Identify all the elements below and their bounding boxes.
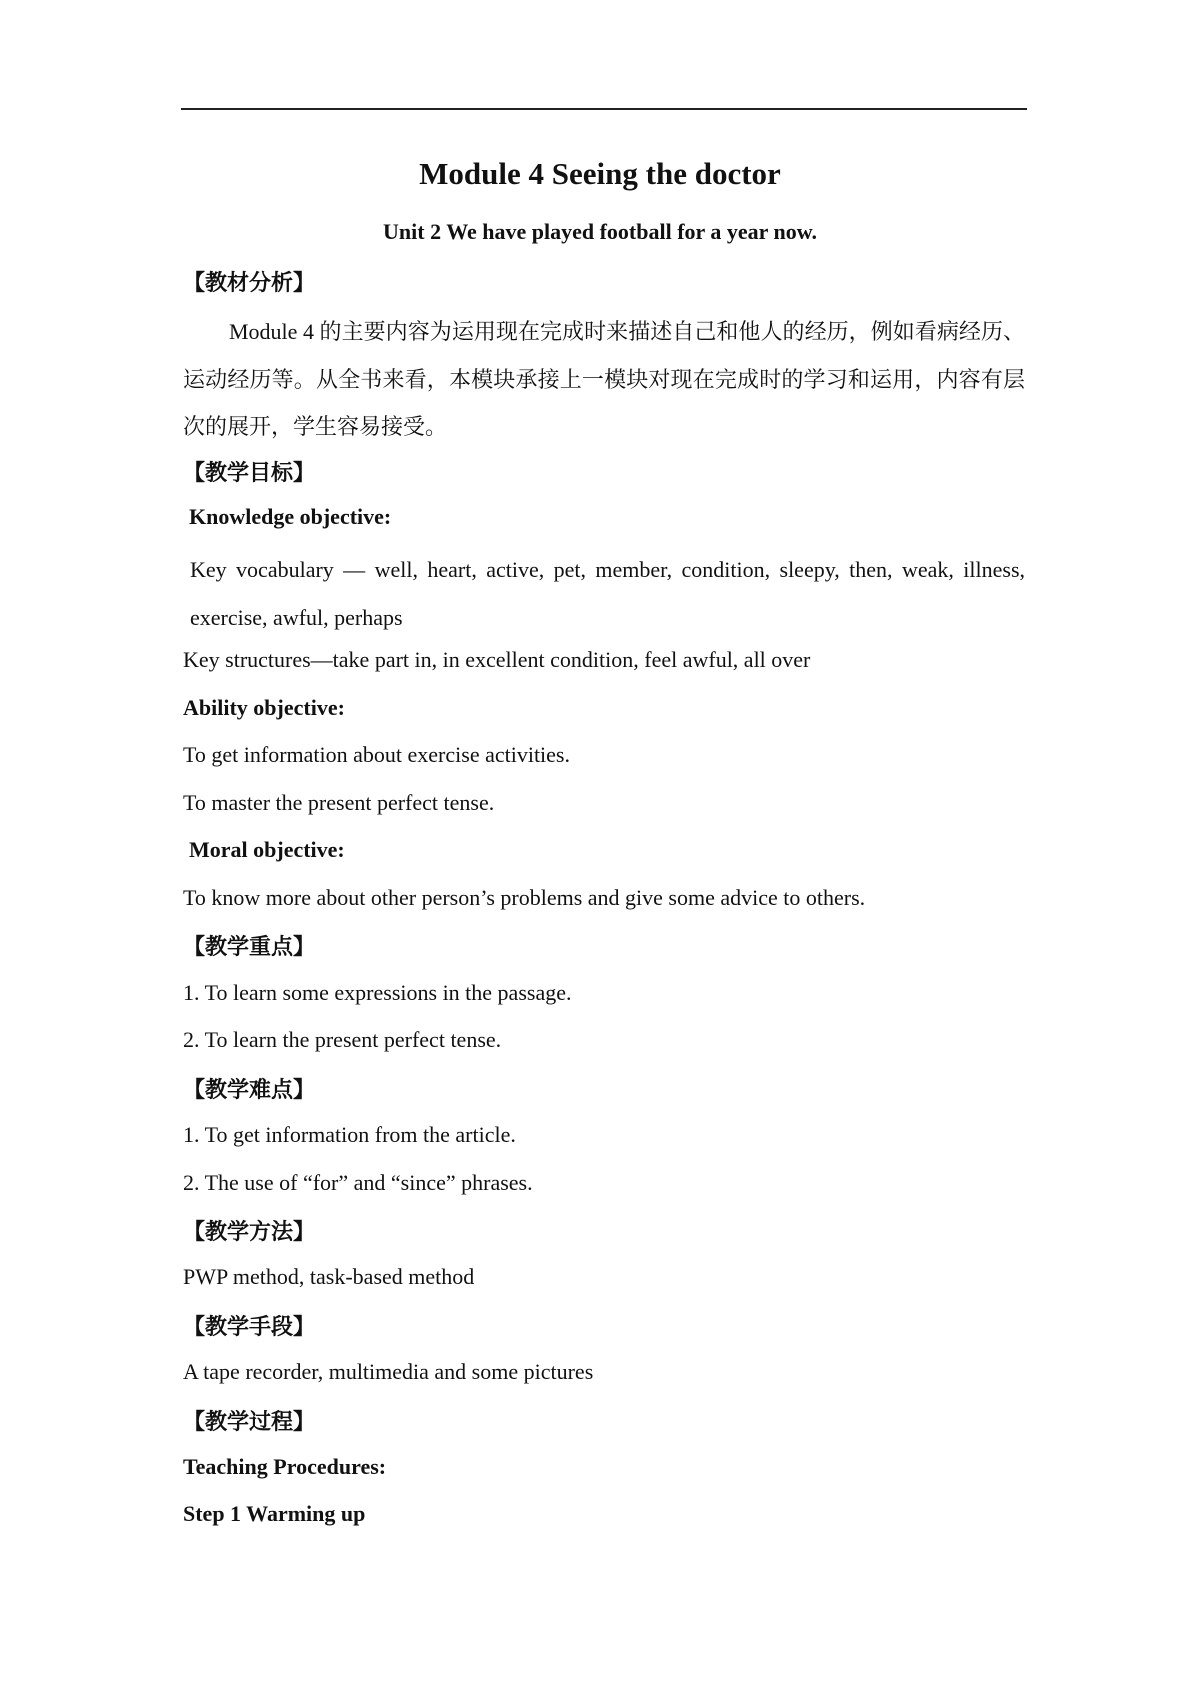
ability-objective-label: Ability objective: bbox=[183, 695, 345, 720]
ability-objective-item: To get information about exercise activities. bbox=[183, 742, 570, 767]
moral-objective-label: Moral objective: bbox=[189, 837, 345, 862]
difficulty-item: 2. The use of “for” and “since” phrases. bbox=[183, 1170, 533, 1195]
header-rule bbox=[181, 108, 1027, 110]
teaching-procedures-label: Teaching Procedures: bbox=[183, 1454, 387, 1479]
knowledge-objective-label: Knowledge objective: bbox=[189, 504, 392, 529]
step-1-heading: Step 1 Warming up bbox=[183, 1501, 366, 1526]
section-heading-aids: 【教学手段】 bbox=[183, 1315, 316, 1340]
key-vocabulary: Key vocabulary — well, heart, active, pet, member, condition, sleepy, then, weak, illness, exercise, awful, perhaps bbox=[190, 557, 1025, 630]
section-heading-key-points: 【教学重点】 bbox=[183, 935, 316, 960]
page-subtitle: Unit 2 We have played football for a year now. bbox=[383, 219, 817, 244]
moral-objective-item: To know more about other person’s problems and give some advice to others. bbox=[183, 885, 866, 910]
methods-text: PWP method, task-based method bbox=[183, 1264, 475, 1289]
section-heading-methods: 【教学方法】 bbox=[183, 1220, 316, 1245]
section-heading-analysis: 【教材分析】 bbox=[183, 271, 316, 296]
aids-text: A tape recorder, multimedia and some pictures bbox=[183, 1359, 594, 1384]
analysis-paragraph: Module 4 的主要内容为运用现在完成时来描述自己和他人的经历，例如看病经历、运动经历等。从全书来看，本模块承接上一模块对现在完成时的学习和运用，内容有层次的展开，学生容易接受。 bbox=[183, 319, 1025, 439]
difficulty-item: 1. To get information from the article. bbox=[183, 1122, 516, 1147]
section-heading-objectives: 【教学目标】 bbox=[183, 461, 316, 486]
key-point-item: 1. To learn some expressions in the passage. bbox=[183, 980, 572, 1005]
section-heading-difficulties: 【教学难点】 bbox=[183, 1078, 316, 1103]
page-title: Module 4 Seeing the doctor bbox=[419, 156, 781, 191]
key-structures: Key structures—take part in, in excellent condition, feel awful, all over bbox=[183, 647, 811, 672]
key-point-item: 2. To learn the present perfect tense. bbox=[183, 1027, 502, 1052]
section-heading-process: 【教学过程】 bbox=[183, 1410, 316, 1435]
ability-objective-item: To master the present perfect tense. bbox=[183, 790, 495, 815]
